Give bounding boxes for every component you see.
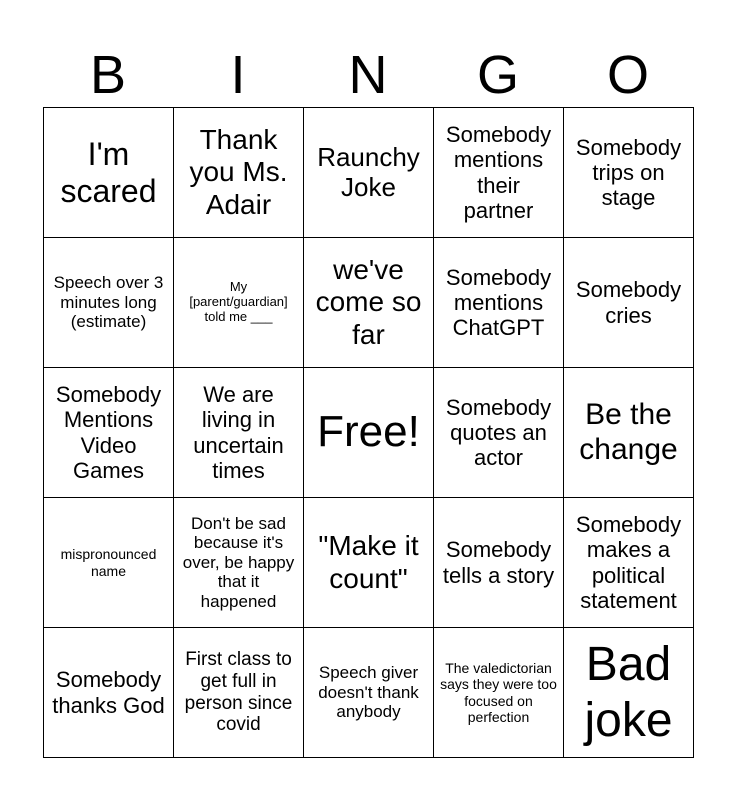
bingo-cell[interactable]: Somebody quotes an actor	[434, 368, 564, 498]
bingo-cell[interactable]: I'm scared	[44, 108, 174, 238]
header-letter-i: I	[230, 45, 246, 105]
bingo-cell[interactable]: "Make it count"	[304, 498, 434, 628]
bingo-cell[interactable]: Somebody tells a story	[434, 498, 564, 628]
bingo-cell[interactable]: Speech giver doesn't thank anybody	[304, 628, 434, 758]
bingo-header	[43, 40, 693, 110]
bingo-cell[interactable]: The valedictorian says they were too focused on perfection	[434, 628, 564, 758]
bingo-cell[interactable]: First class to get full in person since covid	[174, 628, 304, 758]
bingo-cell[interactable]: Somebody cries	[564, 238, 694, 368]
header-letter-g: G	[476, 45, 519, 105]
bingo-cell[interactable]: mispronounced name	[44, 498, 174, 628]
bingo-cell[interactable]: Somebody Mentions Video Games	[44, 368, 174, 498]
card-row	[44, 108, 694, 238]
bingo-cell[interactable]: Thank you Ms. Adair	[174, 108, 304, 238]
card-row	[44, 498, 694, 628]
free-space-cell[interactable]: Free!	[304, 368, 434, 498]
bingo-cell[interactable]: we've come so far	[304, 238, 434, 368]
card-row	[44, 368, 694, 498]
bingo-cell[interactable]: Don't be sad because it's over, be happy that it happened	[174, 498, 304, 628]
bingo-cell[interactable]: Be the change	[564, 368, 694, 498]
bingo-cell[interactable]: Somebody mentions their partner	[434, 108, 564, 238]
card-row	[44, 628, 694, 758]
header-letter-o: O	[606, 45, 649, 105]
bingo-cell[interactable]: My [parent/guardian] told me ___	[174, 238, 304, 368]
bingo-cell[interactable]: Raunchy Joke	[304, 108, 434, 238]
bingo-card	[43, 107, 694, 758]
header-letter-b: B	[89, 45, 127, 105]
bingo-cell[interactable]: Somebody mentions ChatGPT	[434, 238, 564, 368]
bingo-cell[interactable]: Bad joke	[564, 628, 694, 758]
bingo-cell[interactable]: Somebody makes a political statement	[564, 498, 694, 628]
card-row	[44, 238, 694, 368]
bingo-cell[interactable]: Somebody thanks God	[44, 628, 174, 758]
bingo-cell[interactable]: Somebody trips on stage	[564, 108, 694, 238]
header-letter-n: N	[348, 45, 388, 105]
bingo-cell[interactable]: Speech over 3 minutes long (estimate)	[44, 238, 174, 368]
bingo-cell[interactable]: We are living in uncertain times	[174, 368, 304, 498]
